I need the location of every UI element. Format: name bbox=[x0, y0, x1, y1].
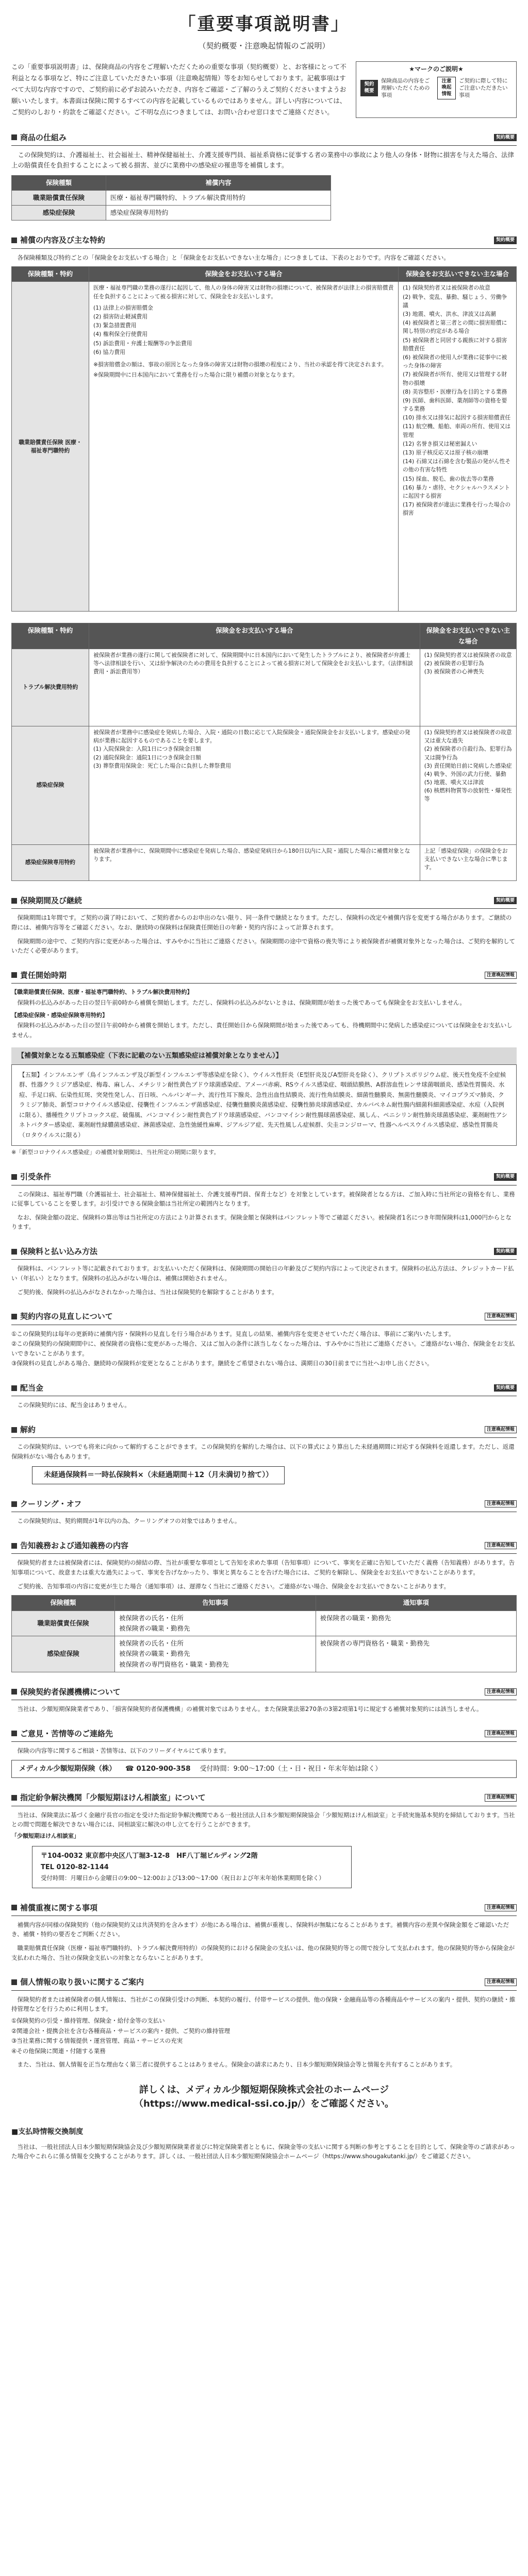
pay-lead: 医療・福祉専門職の業務の遂行に起因して、他人の身体の障害又は財物の損壊について、被保険者が法律上の損害賠償責任を負担することによって被る損害に対して、保険金をお支払いします。 bbox=[93, 284, 394, 300]
section-heading bbox=[11, 1539, 517, 1554]
list-item: ④その他保険に関連・付随する業務 bbox=[11, 2047, 106, 2055]
list-item: (12) 名誉き損又は秘密漏えい bbox=[403, 440, 477, 447]
section-period bbox=[11, 894, 517, 956]
col-content: 補償内容 bbox=[106, 175, 331, 190]
col-exclude: 保険金をお支払いできない主な場合 bbox=[399, 267, 517, 282]
section-text-2: ご契約後、告知事項の内容に変更が生じた場合（通知事項）は、遅滞なく当社にご連絡ください。ご連絡がない場合、保険金をお支払いできないことがあります。 bbox=[17, 1582, 450, 1590]
plan-cell: 感染症保険 bbox=[12, 206, 106, 221]
tag-gaiyou: 契約概要 bbox=[494, 236, 517, 244]
col-pay: 保険金をお支払いする場合 bbox=[89, 267, 399, 282]
col-notice: 告知事項 bbox=[115, 1596, 316, 1611]
legend-row-gaiyou bbox=[360, 77, 512, 99]
coverage-table bbox=[11, 266, 517, 612]
table-header-row bbox=[12, 623, 517, 649]
section-heading bbox=[11, 1498, 517, 1512]
title-block bbox=[11, 7, 517, 52]
list-item: (6) 被保険者の使用人が業務に従事中に被った身体の障害 bbox=[403, 353, 507, 369]
pay-cell: 被保険者が業務の遂行に関して被保険者に対して、保険期間中に日本国内において発生したトラブルにより、被保険者が弁護士等へ法律相談を行い、又は紛争解決のための費用を負担することによって被る損害に対して保険金をお支払いします。（法律相談費用・訴訟費用等） bbox=[89, 649, 420, 726]
list-item: (16) 暴力・虐待、セクシャルハラスメントに起因する損害 bbox=[403, 484, 510, 499]
section-coverage bbox=[11, 234, 517, 612]
mark-legend bbox=[356, 61, 517, 117]
tag-gaiyou: 契約概要 bbox=[494, 1173, 517, 1180]
section-text: この保険契約には、配当金はありません。 bbox=[17, 1401, 130, 1409]
section-title: 契約内容の見直しについて bbox=[20, 1312, 113, 1321]
table-row bbox=[12, 282, 517, 612]
list-item: (11) 航空機、船舶、車両の所有、使用又は管理 bbox=[403, 423, 511, 438]
section-payment-info-exchange bbox=[11, 2126, 517, 2161]
section-dividend bbox=[11, 1382, 517, 1410]
section-title: クーリング・オフ bbox=[20, 1499, 82, 1509]
tag-chui: 注意喚起情報 bbox=[485, 1904, 517, 1911]
list-item: ①保険契約の引受・維持管理、保険金・給付金等の支払い bbox=[11, 2016, 165, 2024]
section-heading bbox=[11, 1423, 517, 1438]
list-item: (7) 被保険者が所有、使用又は管理する財物の損壊 bbox=[403, 371, 507, 386]
contact-hours: 受付時間：9:00～17:00（土・日・祝日・年末年始は除く） bbox=[200, 1765, 382, 1773]
address-hours: 受付時間：月曜日から金曜日の9:00～12:00および13:00～17:00（祝日および年末年始休業期間を除く） bbox=[41, 1874, 325, 1882]
privacy-list bbox=[11, 2016, 517, 2056]
notice-cell: 被保険者の氏名・住所 被保険者の職業・勤務先 bbox=[115, 1611, 316, 1636]
section-heading bbox=[11, 1902, 517, 1916]
section-text: この保険契約は、いつでも将来に向かって解約することができます。この保険契約を解約した場合は、以下の算式により算出した未経過期間に対応する保険料を返還します。ただし、返還保険料がない場合もあります。 bbox=[11, 1443, 515, 1460]
section-text-2: なお、保険金額の設定、保険料の算出等は当社所定の方法により計算されます。保険金額と保険料はパンフレット等でご確認ください。被保険者1名につき年間保険料は1,000円からとなります。 bbox=[11, 1213, 512, 1231]
infection-note: ※「新型コロナウイルス感染症」の補償対象期間は、当社所定の期間に限ります。 bbox=[11, 1149, 220, 1156]
homepage-notice bbox=[11, 2083, 517, 2111]
contact-box bbox=[11, 1760, 517, 1778]
tag-chui: 注意喚起情報 bbox=[485, 1688, 517, 1696]
section-cooling-off bbox=[11, 1498, 517, 1526]
table-row bbox=[12, 726, 517, 844]
section-heading bbox=[11, 1727, 517, 1742]
section-product-structure bbox=[11, 131, 517, 221]
plan-cell: 感染症保険 bbox=[12, 726, 89, 844]
section-heading bbox=[11, 1791, 517, 1806]
section-heading bbox=[11, 1686, 517, 1700]
section-text: この保険契約は、介護福祉士、社会福祉士、精神保健福祉士、介護支援専門員、福祉系資格に従事する者の業務中の事故により他人の身体・財物に損害を与えた場合、法律上の賠償責任を負担することによって被る損害、並びに業務中の感染症の罹患等を補償します。 bbox=[11, 151, 515, 170]
section-title: 保険契約者保護機構について bbox=[20, 1687, 121, 1697]
section-text: 保険期間は1年間です。ご契約の満了時において、ご契約者からのお申出のない限り、同一条件で継続となります。ただし、保険料の改定や補償内容を変更する場合があります。ご継続の際には、補償内容等をご確認ください。なお、継続時の保険料は保険責任開始日の年齢・契約内容によって計算されます。 bbox=[11, 914, 512, 931]
table-row bbox=[12, 1611, 517, 1636]
dispute-org-name: 「少額短期ほけん相談室」 bbox=[11, 1833, 79, 1839]
pay-note-2: ※保険期間中に日本国内において業務を行った場合に限り補償の対象となります。 bbox=[93, 371, 298, 379]
homepage-link[interactable]: （https://www.medical-ssi.co.jp/）をご確認ください。 bbox=[134, 2098, 394, 2110]
square-bullet-icon bbox=[11, 972, 17, 978]
table-header-row bbox=[12, 267, 517, 282]
section-text-2: 職業賠償責任保険（医療・福祉専門職特約、トラブル解決費用特約）の保険契約における保険金の支払いは、他の保険契約等との間で按分して支払われます。他の保険契約等から保険金が支払われた場合、当社の保険金支払いの対象とならないことがあります。 bbox=[11, 1944, 515, 1961]
refund-formula: 未経過保険料＝一時払保険料×（未経過期間＋12（月未満切り捨て）） bbox=[32, 1466, 285, 1484]
square-bullet-icon bbox=[11, 1249, 17, 1255]
section-title: 引受条件 bbox=[20, 1172, 52, 1182]
list-item: ①この保険契約は毎年の更新時に補償内容・保険料の見直しを行う場合があります。見直しの結果、補償内容を変更させていただく場合は、事前にご案内いたします。 bbox=[11, 1330, 455, 1337]
exclude-cell bbox=[399, 282, 517, 612]
document-title: 「重要事項説明書」 bbox=[178, 14, 350, 35]
section-title: 解約 bbox=[20, 1425, 36, 1434]
plan-cell: 感染症保険 bbox=[12, 1636, 115, 1672]
list-item: (2) 戦争、変乱、暴動、騒じょう、労働争議 bbox=[403, 293, 507, 309]
infection-list-box bbox=[11, 1064, 517, 1146]
table-row bbox=[12, 190, 331, 205]
disclosure-table bbox=[11, 1595, 517, 1672]
exclude-cell: (1) 保険契約者又は被保険者の故意 (2) 被保険者の犯罪行為 (3) 被保険者の心神喪失 bbox=[420, 649, 516, 726]
col-pay: 保険金をお支払いする場合 bbox=[89, 623, 420, 649]
section-heading bbox=[11, 1171, 517, 1185]
list-item: (1) 法律上の損害賠償金 bbox=[93, 304, 153, 311]
col-exclude: 保険金をお支払いできない主な場合 bbox=[420, 623, 516, 649]
exclude-cell: 上記「感染症保険」の保険金をお支払いできない主な場合に準じます。 bbox=[420, 844, 516, 880]
section-title: 告知義務および通知義務の内容 bbox=[20, 1541, 129, 1551]
list-item: (10) 排水又は排気に起因する損害賠償責任 bbox=[403, 414, 511, 421]
section-heading bbox=[11, 1382, 517, 1396]
list-item: (8) 美容整形・医療行為を目的とする業務 bbox=[403, 388, 507, 395]
col-plan: 保険種類・特約 bbox=[12, 267, 89, 282]
tag-chui: 注意喚起情報 bbox=[485, 1730, 517, 1737]
square-bullet-icon bbox=[11, 1174, 17, 1180]
square-bullet-icon bbox=[11, 1501, 17, 1507]
section-title: 商品の仕組み bbox=[20, 132, 67, 142]
pay-list bbox=[93, 304, 394, 357]
content-cell: 感染症保険専用特約 bbox=[106, 206, 331, 221]
legend-title: ★マークのご説明★ bbox=[409, 65, 464, 73]
section-title: 保険期間及び継続 bbox=[20, 895, 82, 905]
section-disclosure bbox=[11, 1539, 517, 1672]
list-item: (4) 権利保全行使費用 bbox=[93, 331, 148, 338]
table-row bbox=[12, 649, 517, 726]
col-plan: 保険種類 bbox=[12, 175, 106, 190]
tag-chui: 注意喚起情報 bbox=[485, 1794, 517, 1801]
legend-text-chui: ご契約に際して特にご注意いただきたい事項 bbox=[458, 77, 508, 98]
section-premium bbox=[11, 1245, 517, 1297]
tag-chui: 注意喚起情報 bbox=[485, 1313, 517, 1320]
tag-chui: 注意喚起情報 bbox=[485, 1978, 517, 1986]
list-item: (6) 協力費用 bbox=[93, 348, 125, 355]
document-subtitle: （契約概要・注意喚起情報のご説明） bbox=[198, 41, 330, 51]
section-contact bbox=[11, 1727, 517, 1778]
square-bullet-icon bbox=[11, 898, 17, 904]
section-heading bbox=[11, 969, 517, 984]
section-dispute bbox=[11, 1791, 517, 1888]
square-bullet-icon bbox=[11, 1795, 17, 1801]
list-item: ②この保険契約の保険期間中に、被保険者の資格に変更があった場合、又はご加入の条件に該当しなくなった場合は、すみやかに当社にご連絡ください。ご連絡がない場合、保険金をお支払いできないことがあります。 bbox=[11, 1340, 515, 1357]
square-bullet-icon bbox=[11, 1385, 17, 1391]
exclude-cell: (1) 保険契約者又は被保険者の故意又は重大な過失 (2) 被保険者の自殺行為、犯罪行為又は闘争行為 (3) 責任開始日前に発病した感染症 (4) 戦争、外国の武力行使、暴動 (5) 地震、噴火又は津波 (6) 核燃料物質等の放射性・爆発性等 bbox=[420, 726, 516, 844]
exclude-list bbox=[403, 284, 512, 517]
table-row bbox=[12, 844, 517, 880]
section-overlap bbox=[11, 1902, 517, 1963]
list-item: ③保険料の見直しがある場合、継続時の保険料が変更となることがあります。継続をご希望されない場合は、満期日の30日前までに当社へお申し出ください。 bbox=[11, 1360, 433, 1367]
legend-badge-gaiyou: 契約概要 bbox=[360, 80, 378, 96]
col-notify: 通知事項 bbox=[316, 1596, 517, 1611]
infection-list-heading: 【補償対象となる五類感染症（下表に記載のない五類感染症は補償対象となりません）】 bbox=[11, 1047, 517, 1064]
plan-cell: 職業賠償責任保険 医療・福祉専門職特約 bbox=[12, 282, 89, 612]
plan-cell: 感染症保険専用特約 bbox=[12, 844, 89, 880]
section-heading bbox=[11, 894, 517, 909]
col-plan: 保険種類・特約 bbox=[12, 623, 89, 649]
section-text-2: 保険期間の途中で、ご契約内容に変更があった場合は、すみやかに当社にご連絡ください。保険期間の途中で資格の喪失等により被保険者が補償対象外となった場合は、ご契約を解約していただく必要があります。 bbox=[11, 937, 516, 955]
product-table bbox=[11, 175, 331, 221]
section-cancel bbox=[11, 1423, 517, 1484]
section-protection bbox=[11, 1686, 517, 1714]
square-bullet-icon bbox=[11, 1314, 17, 1319]
section-text: 保険契約者または被保険者には、保険契約の締結の際、当社が重要な事項として告知を求めた事項（告知事項）について、事実を正確に告知していただく義務（告知義務）があります。告知事項について、故意または重大な過失によって、事実を告げなかったり、事実と異なることを告げた場合には、ご契約を解除し、保険金をお支払いできないことがあります。 bbox=[11, 1559, 515, 1576]
address-tel[interactable]: TEL 0120-82-1144 bbox=[41, 1863, 109, 1871]
section-review bbox=[11, 1310, 517, 1368]
square-bullet-icon bbox=[11, 134, 17, 140]
list-item: (9) 医師、歯科医師、薬剤師等の資格を要する業務 bbox=[403, 397, 507, 413]
section-text: 当社は、保険業法に基づく金融庁長官の指定を受けた指定紛争解決機関である一般社団法人日本少額短期保険協会「少額短期ほけん相談室」と手続実施基本契約を締結しております。当社との間で問題を解決できない場合には、同相談室に解決の申し立てを行うことができます。 bbox=[11, 1811, 515, 1828]
section-privacy bbox=[11, 1976, 517, 2070]
square-bullet-icon bbox=[11, 1427, 17, 1433]
square-bullet-icon bbox=[11, 1543, 17, 1549]
content-cell: 医療・福祉専門職特約、トラブル解決費用特約 bbox=[106, 190, 331, 205]
section-coverage-2 bbox=[11, 623, 517, 881]
tag-chui: 注意喚起情報 bbox=[485, 1426, 517, 1433]
tag-gaiyou: 契約概要 bbox=[494, 1384, 517, 1392]
list-item: ③当社業務に関する情報提供・運営管理、商品・サービスの充実 bbox=[11, 2037, 183, 2045]
plan-cell: 職業賠償責任保険 bbox=[12, 190, 106, 205]
tag-chui: 注意喚起情報 bbox=[485, 1500, 517, 1507]
section-text: 保険の内容等に関するご相談・苦情等は、以下のフリーダイヤルにて承ります。 bbox=[17, 1747, 230, 1754]
section-text: 補償内容が同様の保険契約（他の保険契約又は共済契約を含みます）が他にある場合は、補償が重複し、保険料が無駄になることがあります。補償内容の差異や保険金額をご確認いただき、補償・特約の要否をご判断ください。 bbox=[11, 1921, 509, 1938]
section-title: 指定紛争解決機関「少額短期ほけん相談室」について bbox=[20, 1793, 206, 1803]
square-bullet-icon bbox=[11, 238, 17, 243]
list-item: (5) 訴訟費用・弁護士報酬等の争訟費用 bbox=[93, 340, 192, 347]
table-header-row bbox=[12, 175, 331, 190]
pay-note: ※損害賠償金の額は、事故の原因となった身体の障害又は財物の損壊の程度により、当社の承認を得て決定されます。 bbox=[93, 361, 387, 368]
list-item: (3) 地震、噴火、洪水、津波又は高潮 bbox=[403, 311, 496, 318]
section-text: 各保険種類及び特約ごとの「保険金をお支払いする場合」と「保険金をお支払いできない主な場合」につきましては、下表のとおりです。内容をご確認ください。 bbox=[17, 253, 450, 261]
phone-number[interactable]: ☎ 0120-900-358 bbox=[125, 1764, 191, 1773]
list-item: ②関連会社・提携会社を含む各種商品・サービスの案内・提供、ご契約の維持管理 bbox=[11, 2027, 230, 2035]
section-text-2: ご契約後、保険料の払込みがなされなかった場合は、当社は保険契約を解除することがあります。 bbox=[17, 1288, 278, 1296]
list-item: (13) 原子核反応又は原子核の崩壊 bbox=[403, 449, 488, 456]
section-heading bbox=[11, 1245, 517, 1260]
plan-cell: トラブル解決費用特約 bbox=[12, 649, 89, 726]
list-item: (17) 被保険者が違法に業務を行った場合の損害 bbox=[403, 501, 511, 517]
legend-badge-chui: 注意喚起情報 bbox=[437, 77, 456, 99]
section-conditions bbox=[11, 1171, 517, 1232]
section-title: 責任開始時期 bbox=[20, 970, 67, 980]
square-bullet-icon bbox=[11, 1979, 17, 1985]
final-text: 当社は、一般社団法人日本少額短期保険協会及び少額短期保険業者並びに特定保険業者とともに、保険金等の支払いに関する判断の参考とすることを目的として、保険金等のご請求があった場合やこれらに係る情報を交換することがあります。詳しくは、一般社団法人日本少額短期保険協会ホームページ（https://www.shougakutanki.jp/）をご確認ください。 bbox=[11, 2143, 516, 2160]
tag-chui: 注意喚起情報 bbox=[485, 1542, 517, 1549]
section-title: 配当金 bbox=[20, 1383, 44, 1393]
table-header-row bbox=[12, 1596, 517, 1611]
section-text: 保険料の払込みがあった日の翌日午前0時から補償を開始します。ただし、責任開始日から保険期間が始まった後であっても、待機期間中に発病した感染症については保険金をお支払いしません。 bbox=[11, 1022, 513, 1039]
list-item: (15) 採血、脱毛、歯の抜去等の業務 bbox=[403, 475, 494, 482]
pay-cell: 被保険者が業務中に感染症を発病した場合、入院・通院の日数に応じて入院保険金・通院保険金をお支払いします。感染症の発病が業務に起因するものであることを要します。 (1) 入院保険金：入院1日につき保険金日額 (2) 通院保険金：通院1日につき保険金日額 (3) 葬祭費用保険金：死亡した場合に負担した葬祭費用 bbox=[89, 726, 420, 844]
notice-cell: 被保険者の氏名・住所 被保険者の職業・勤務先 被保険者の専門資格名・職業・勤務先 bbox=[115, 1636, 316, 1672]
address-box bbox=[32, 1846, 352, 1888]
subheading: 【感染症保険・感染症保険専用特約】 bbox=[11, 1011, 108, 1019]
section-title: 保険料と払い込み方法 bbox=[20, 1247, 98, 1257]
pay-cell bbox=[89, 282, 399, 612]
notify-cell: 被保険者の職業・勤務先 bbox=[316, 1611, 517, 1636]
company-name: メディカル少額短期保険（株） bbox=[19, 1764, 116, 1773]
section-text-2: また、当社は、個人情報を正当な理由なく第三者に提供することはありません。保険金の請求にあたり、日本少額短期保険協会等と情報を共有することがあります。 bbox=[17, 2061, 456, 2069]
section-text: この保険契約は、契約期間が1年以内の為、クーリングオフの対象ではありません。 bbox=[17, 1517, 241, 1525]
section-text: 保険契約者または被保険者の個人情報は、当社がこの保険引受けの判断、本契約の履行、付帯サービスの提供、他の保険・金融商品等の各種商品やサービスの案内・提供、契約の継続・維持管理などを行うために利用します。 bbox=[11, 1995, 516, 2013]
square-bullet-icon bbox=[11, 1905, 17, 1910]
section-title: ご意見・苦情等のご連絡先 bbox=[20, 1728, 113, 1738]
final-title: ■支払時情報交換制度 bbox=[11, 2128, 84, 2137]
notify-cell: 被保険者の専門資格名・職業・勤務先 bbox=[316, 1636, 517, 1672]
tag-gaiyou: 契約概要 bbox=[494, 134, 517, 141]
section-heading bbox=[11, 1976, 517, 1990]
square-bullet-icon bbox=[11, 1689, 17, 1694]
intro-row bbox=[11, 61, 517, 117]
subheading: 【職業賠償責任保険、医療・福祉専門職特約、トラブル解決費用特約】 bbox=[11, 989, 193, 996]
list-item: (14) 石綿又は石綿を含む製品の発がん性その他の有害な特性 bbox=[403, 458, 511, 473]
pay-cell: 被保険者が業務中に、保険期間中に感染症を発病した場合、感染症発病日から180日以内に入院・通院した場合に補償対象となります。 bbox=[89, 844, 420, 880]
review-list bbox=[11, 1329, 517, 1369]
list-item: (3) 緊急措置費用 bbox=[93, 322, 137, 329]
section-heading bbox=[11, 234, 517, 248]
section-text: 当社は、少額短期保険業者であり、「損害保険契約者保護機構」の補償対象ではありません。また保険業法第270条の3第2項第1号に規定する補償対象契約には該当しません。 bbox=[17, 1705, 483, 1713]
tag-gaiyou: 契約概要 bbox=[494, 897, 517, 904]
section-text: 保険料の払込みがあった日の翌日午前0時から補償を開始します。ただし、保険料の払込みがないときは、保険期間が始まった後であっても保険金をお支払いしません。 bbox=[17, 998, 466, 1006]
infection-list-text: 【五類】インフルエンザ（鳥インフルエンザ及び新型インフルエンザ等感染症を除く）、ウイルス性肝炎（E型肝炎及びA型肝炎を除く）、クリプトスポリジウム症、後天性免疫不全症候群、性器クラミジア感染症、梅毒、麻しん、メチシリン耐性黄色ブドウ球菌感染症、アメーバ赤痢、RSウイルス感染症、咽頭結膜熱、A群溶血性レンサ球菌咽頭炎、感染性胃腸炎、水痘、手足口病、伝染性紅斑、突発性発しん、百日咳、ヘルパンギーナ、流行性耳下腺炎、急性出血性結膜炎、流行性角結膜炎、細菌性髄膜炎、無菌性髄膜炎、マイコプラズマ肺炎、クラミジア肺炎、新型コロナウイルス感染症、侵襲性インフルエンザ菌感染症、侵襲性髄膜炎菌感染症、侵襲性肺炎球菌感染症、カルバペネム耐性腸内細菌科細菌感染症、水痘（入院例に限る）、播種性クリプトコックス症、破傷風、バンコマイシン耐性黄色ブドウ球菌感染症、バンコマイシン耐性腸球菌感染症、風しん、ペニシリン耐性肺炎球菌感染症、薬剤耐性アシネトバクター感染症、薬剤耐性緑膿菌感染症、淋菌感染症、急性弛緩性麻痺、ジアルジア症、先天性風しん症候群、尖圭コンジローマ、性器ヘルペスウイルス感染症、感染性胃腸炎（ロタウイルスに限る） bbox=[19, 1071, 508, 1139]
section-title: 補償重複に関する事項 bbox=[20, 1903, 98, 1912]
tag-gaiyou: 契約概要 bbox=[494, 1248, 517, 1255]
square-bullet-icon bbox=[11, 1731, 17, 1736]
table-row bbox=[12, 1636, 517, 1672]
document-header bbox=[11, 7, 517, 52]
coverage-table-2 bbox=[11, 623, 517, 881]
section-start bbox=[11, 969, 517, 1040]
list-item: (4) 被保険者と第三者との間に損害賠償に関し特別の約定がある場合 bbox=[403, 319, 507, 335]
list-item: (5) 被保険者と同居する親族に対する損害賠償責任 bbox=[403, 336, 507, 352]
intro-text: この「重要事項説明書」は、保険商品の内容をご理解いただくための重要な事項（契約概要）と、お客様にとって不利益となる事項など、特にご注意していただきたい事項（注意喚起情報）等をお知らせしております。記載事項はすべて大切な内容ですので、ご契約前に必ずお読みいただき、内容をご確認・ご了解のうえご契約くださいますようお願いいたします。本書面は保険に関するすべての内容を記載しているものではありません。詳しい内容については、ご契約のしおり・約款をご確認ください。ご不明な点につきましては、お問い合わせ窓口までご連絡ください。 bbox=[11, 63, 346, 116]
list-item: (1) 保険契約者又は被保険者の故意 bbox=[403, 284, 490, 292]
tag-chui: 注意喚起情報 bbox=[485, 972, 517, 979]
list-item: (2) 損害防止軽減費用 bbox=[93, 313, 148, 320]
col-plan: 保険種類 bbox=[12, 1596, 115, 1611]
section-heading bbox=[11, 1310, 517, 1325]
section-heading bbox=[11, 131, 517, 146]
table-row bbox=[12, 206, 331, 221]
section-title: 補償の内容及び主な特約 bbox=[20, 235, 106, 245]
section-text: 保険料は、パンフレット等に記載されております。お支払いいただく保険料は、保険期間の開始日の年齢及びご契約内容によって決定されます。保険料の払込方法は、クレジットカード払い（年払い）となります。保険料の払込みがない場合は、補償は開始されません。 bbox=[11, 1265, 514, 1282]
legend-text-gaiyou: 保険商品の内容をご理解いただくための事項 bbox=[381, 77, 430, 98]
section-title: 個人情報の取り扱いに関するご案内 bbox=[20, 1977, 144, 1987]
address-line: 〒104-0032 東京都中央区八丁堀3-12-8 HF八丁堀ビルディング2階 bbox=[41, 1852, 258, 1860]
plan-cell: 職業賠償責任保険 bbox=[12, 1611, 115, 1636]
homepage-line-1: 詳しくは、メディカル少額短期保険株式会社のホームページ bbox=[139, 2084, 389, 2096]
section-text: この保険は、福祉専門職（介護福祉士、社会福祉士、精神保健福祉士、介護支援専門員、保育士など）を対象としています。被保険者となる方は、ご加入時に当社所定の資格を有し、業務に従事していることを要します。お引受けできる保険金額は当社所定の範囲内となります。 bbox=[11, 1190, 515, 1208]
